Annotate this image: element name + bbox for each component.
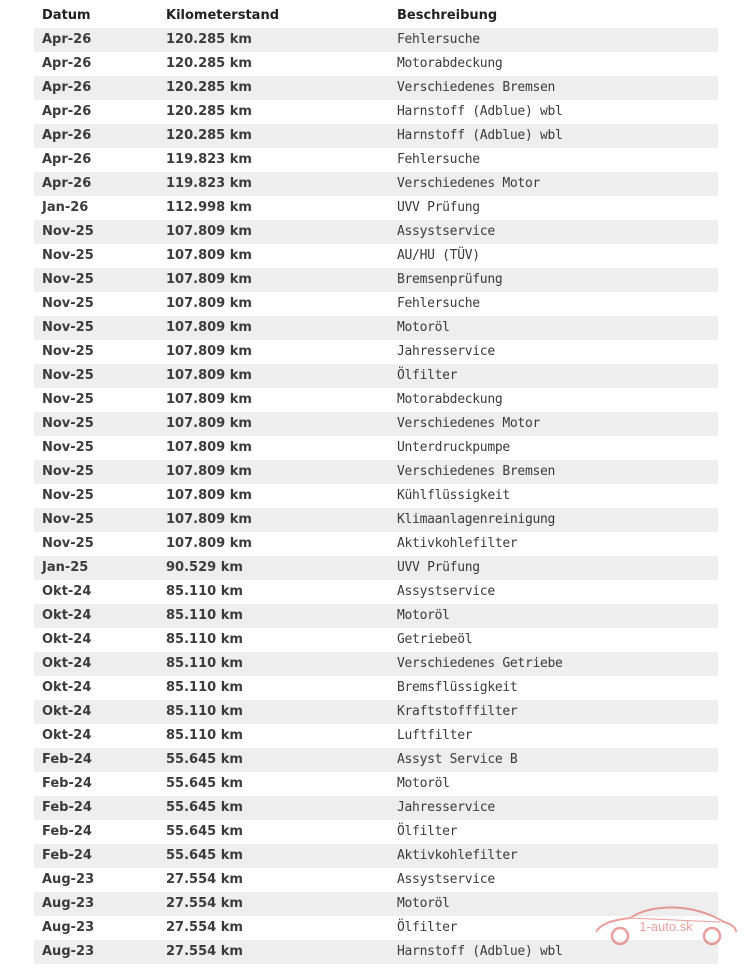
row-date: Nov-25: [42, 512, 94, 527]
row-km: 107.809 km: [166, 344, 252, 359]
row-km: 55.645 km: [166, 752, 243, 767]
row-desc: Ölfilter: [397, 824, 458, 839]
row-desc: Bremsenprüfung: [397, 272, 503, 287]
row-date: Nov-25: [42, 440, 94, 455]
row-desc: Harnstoff (Adblue) wbl: [397, 104, 563, 119]
row-date: Aug-23: [42, 872, 95, 887]
row-desc: Fehlersuche: [397, 32, 480, 47]
row-km: 120.285 km: [166, 80, 252, 95]
row-km: 85.110 km: [166, 728, 243, 743]
row-desc: AU/HU (TÜV): [397, 248, 480, 263]
row-date: Okt-24: [42, 584, 92, 599]
row-date: Nov-25: [42, 248, 94, 263]
row-km: 107.809 km: [166, 272, 252, 287]
row-desc: Kraftstofffilter: [397, 704, 518, 719]
watermark-logo: [590, 900, 740, 948]
row-desc: Assystservice: [397, 872, 495, 887]
table-row: [34, 580, 718, 604]
row-desc: Verschiedenes Getriebe: [397, 656, 563, 671]
row-km: 107.809 km: [166, 416, 252, 431]
row-km: 55.645 km: [166, 848, 243, 863]
row-desc: UVV Prüfung: [397, 200, 480, 215]
row-desc: Motoröl: [397, 896, 450, 911]
header-desc: Beschreibung: [397, 8, 498, 23]
row-date: Nov-25: [42, 368, 94, 383]
row-km: 107.809 km: [166, 392, 252, 407]
row-date: Nov-25: [42, 272, 94, 287]
row-desc: Aktivkohlefilter: [397, 536, 518, 551]
row-desc: Motorabdeckung: [397, 392, 503, 407]
row-date: Nov-25: [42, 416, 94, 431]
row-km: 120.285 km: [166, 56, 252, 71]
table-row: [34, 196, 718, 220]
row-desc: Kühlflüssigkeit: [397, 488, 510, 503]
table-row: [34, 844, 718, 868]
table-row: [34, 124, 718, 148]
row-date: Apr-26: [42, 128, 92, 143]
row-date: Nov-25: [42, 392, 94, 407]
row-date: Nov-25: [42, 536, 94, 551]
table-row: [34, 628, 718, 652]
table-row: [34, 100, 718, 124]
table-row: [34, 748, 718, 772]
row-km: 112.998 km: [166, 200, 252, 215]
table-row: [34, 316, 718, 340]
row-desc: Motoröl: [397, 776, 450, 791]
table-row: [34, 508, 718, 532]
row-km: 27.554 km: [166, 920, 243, 935]
row-km: 107.809 km: [166, 296, 252, 311]
row-km: 107.809 km: [166, 320, 252, 335]
row-desc: Getriebeöl: [397, 632, 473, 647]
table-row: [34, 148, 718, 172]
table-row: [34, 724, 718, 748]
row-date: Apr-26: [42, 104, 92, 119]
table-row: [34, 172, 718, 196]
row-desc: Verschiedenes Motor: [397, 416, 541, 431]
row-km: 107.809 km: [166, 512, 252, 527]
row-desc: Fehlersuche: [397, 296, 480, 311]
row-date: Feb-24: [42, 776, 92, 791]
table-row: [34, 868, 718, 892]
row-date: Okt-24: [42, 680, 92, 695]
table-row: [34, 700, 718, 724]
row-km: 27.554 km: [166, 944, 243, 959]
table-row: [34, 292, 718, 316]
table-row: [34, 364, 718, 388]
row-desc: Assystservice: [397, 584, 495, 599]
row-desc: Klimaanlagenreinigung: [397, 512, 556, 527]
row-desc: Verschiedenes Bremsen: [397, 80, 556, 95]
row-km: 27.554 km: [166, 896, 243, 911]
row-km: 85.110 km: [166, 704, 243, 719]
row-date: Okt-24: [42, 704, 92, 719]
table-row: [34, 604, 718, 628]
row-date: Nov-25: [42, 344, 94, 359]
row-date: Feb-24: [42, 848, 92, 863]
table-row: [34, 796, 718, 820]
car-logo-icon: [590, 900, 740, 948]
table-row: [34, 436, 718, 460]
row-desc: Assyst Service B: [397, 752, 518, 767]
row-date: Nov-25: [42, 296, 94, 311]
row-km: 120.285 km: [166, 104, 252, 119]
row-desc: Motoröl: [397, 608, 450, 623]
row-km: 120.285 km: [166, 128, 252, 143]
row-date: Okt-24: [42, 632, 92, 647]
row-km: 107.809 km: [166, 488, 252, 503]
row-km: 107.809 km: [166, 536, 252, 551]
header-date: Datum: [42, 8, 91, 23]
row-km: 55.645 km: [166, 776, 243, 791]
row-desc: Motorabdeckung: [397, 56, 503, 71]
row-km: 107.809 km: [166, 440, 252, 455]
row-date: Nov-25: [42, 464, 94, 479]
row-km: 55.645 km: [166, 824, 243, 839]
table-row: [34, 772, 718, 796]
row-km: 85.110 km: [166, 632, 243, 647]
row-desc: Aktivkohlefilter: [397, 848, 518, 863]
header-km: Kilometerstand: [166, 8, 280, 23]
row-km: 85.110 km: [166, 584, 243, 599]
table-row: [34, 52, 718, 76]
watermark-text: 1-auto.sk: [639, 919, 693, 934]
row-km: 107.809 km: [166, 368, 252, 383]
row-km: 119.823 km: [166, 152, 252, 167]
table-row: [34, 532, 718, 556]
row-km: 85.110 km: [166, 608, 243, 623]
row-date: Aug-23: [42, 896, 95, 911]
row-km: 120.285 km: [166, 32, 252, 47]
row-km: 90.529 km: [166, 560, 243, 575]
row-desc: Luftfilter: [397, 728, 473, 743]
table-row: [34, 388, 718, 412]
row-desc: Verschiedenes Bremsen: [397, 464, 556, 479]
row-km: 85.110 km: [166, 680, 243, 695]
row-date: Feb-24: [42, 824, 92, 839]
row-date: Aug-23: [42, 944, 95, 959]
row-date: Nov-25: [42, 320, 94, 335]
table-row: [34, 268, 718, 292]
table-row: [34, 460, 718, 484]
row-date: Aug-23: [42, 920, 95, 935]
row-desc: Harnstoff (Adblue) wbl: [397, 944, 563, 959]
row-km: 85.110 km: [166, 656, 243, 671]
row-desc: Jahresservice: [397, 344, 495, 359]
row-km: 27.554 km: [166, 872, 243, 887]
row-desc: Unterdruckpumpe: [397, 440, 510, 455]
row-desc: Bremsflüssigkeit: [397, 680, 518, 695]
row-date: Feb-24: [42, 752, 92, 767]
row-date: Okt-24: [42, 656, 92, 671]
row-km: 55.645 km: [166, 800, 243, 815]
row-date: Okt-24: [42, 608, 92, 623]
row-desc: Jahresservice: [397, 800, 495, 815]
row-desc: Harnstoff (Adblue) wbl: [397, 128, 563, 143]
table-row: [34, 484, 718, 508]
row-km: 119.823 km: [166, 176, 252, 191]
row-desc: UVV Prüfung: [397, 560, 480, 575]
row-date: Jan-26: [42, 200, 89, 215]
row-desc: Ölfilter: [397, 920, 458, 935]
row-date: Apr-26: [42, 152, 92, 167]
table-row: [34, 340, 718, 364]
row-desc: Ölfilter: [397, 368, 458, 383]
row-date: Feb-24: [42, 800, 92, 815]
row-date: Jan-25: [42, 560, 89, 575]
row-km: 107.809 km: [166, 464, 252, 479]
row-date: Nov-25: [42, 488, 94, 503]
table-row: [34, 820, 718, 844]
service-history-table: [34, 4, 718, 964]
row-date: Apr-26: [42, 32, 92, 47]
row-date: Apr-26: [42, 176, 92, 191]
row-desc: Verschiedenes Motor: [397, 176, 541, 191]
row-km: 107.809 km: [166, 248, 252, 263]
row-date: Okt-24: [42, 728, 92, 743]
table-row: [34, 676, 718, 700]
table-row: [34, 556, 718, 580]
table-header: [34, 4, 718, 28]
row-desc: Fehlersuche: [397, 152, 480, 167]
table-body: [34, 28, 718, 964]
row-desc: Motoröl: [397, 320, 450, 335]
table-row: [34, 652, 718, 676]
row-km: 107.809 km: [166, 224, 252, 239]
table-row: [34, 412, 718, 436]
row-desc: Assystservice: [397, 224, 495, 239]
table-row: [34, 244, 718, 268]
table-row: [34, 220, 718, 244]
row-date: Nov-25: [42, 224, 94, 239]
row-date: Apr-26: [42, 56, 92, 71]
row-date: Apr-26: [42, 80, 92, 95]
table-row: [34, 28, 718, 52]
table-row: [34, 76, 718, 100]
